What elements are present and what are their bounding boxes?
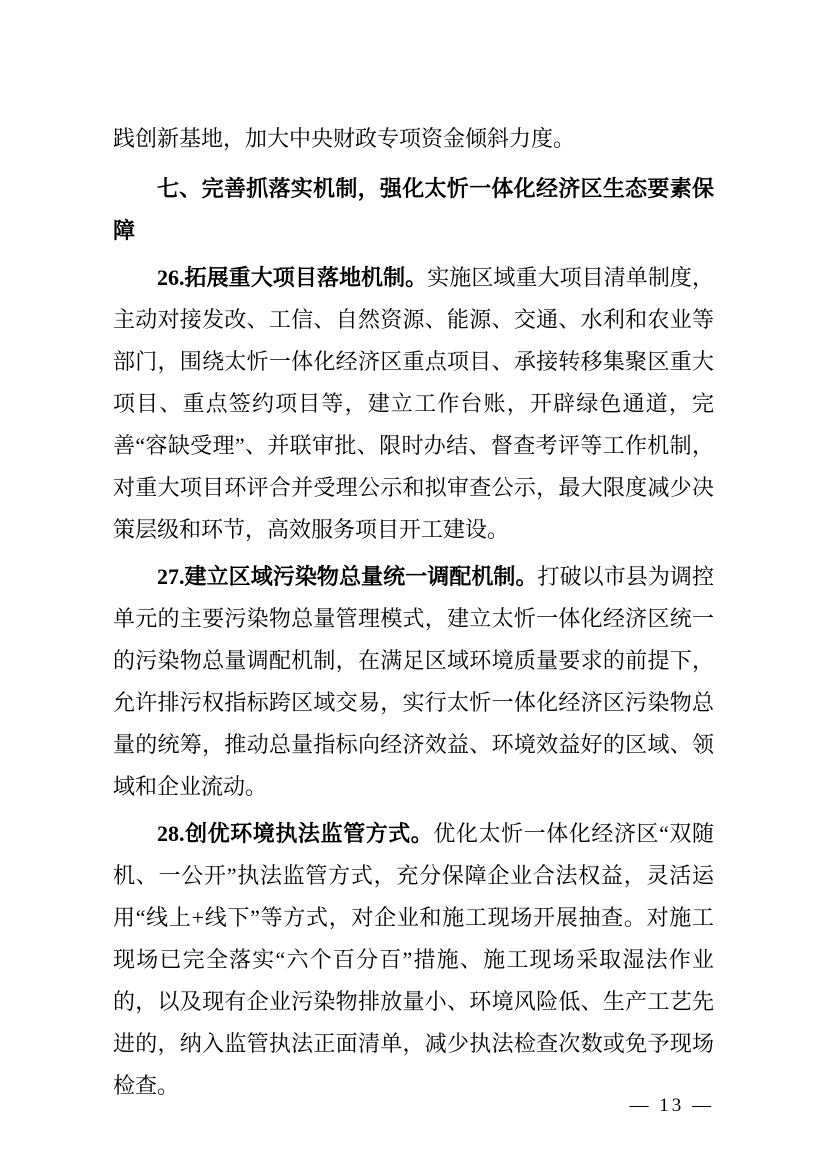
paragraph-26-lead: 26.拓展重大项目落地机制。 (157, 265, 428, 290)
paragraph-continuation: 践创新基地，加大中央财政专项资金倾斜力度。 (113, 126, 576, 151)
paragraph-26-body: 实施区域重大项目清单制度，主动对接发改、工信、自然资源、能源、交通、水利和农业等部门，围绕太忻一体化经济区重点项目、承接转移集聚区重大项目、重点签约项目等，建立工作台账，开辟绿色通道，完善“容缺受理”、并联审批、限时办结、督查考评等工作机制，对重大项目环评合并受理公示和拟审查公示，最大限度减少决策层级和环节，高效服务项目开工建设。 (113, 265, 715, 542)
section-heading: 七、完善抓落实机制，强化太忻一体化经济区生态要素保障 (113, 176, 714, 243)
paragraph-27 (113, 556, 714, 808)
paragraph-26 (113, 257, 714, 551)
paragraph-28 (113, 813, 714, 1107)
paragraph-28-body: 优化太忻一体化经济区“双随机、一公开”执法监管方式，充分保障企业合法权益，灵活运用“线上+线下”等方式，对企业和施工现场开展抽查。对施工现场已完全落实“六个百分百”措施、施工现场采取湿法作业的，以及现有企业污染物排放量小、环境风险低、生产工艺先进的，纳入监管执法正面清单，减少执法检查次数或免予现场检查。 (113, 821, 714, 1098)
document-content (113, 118, 714, 1107)
paragraph-27-body: 打破以市县为调控单元的主要污染物总量管理模式，建立太忻一体化经济区统一的污染物总量调配机制，在满足区域环境质量要求的前提下，允许排污权指标跨区域交易，实行太忻一体化经济区污染物总量的统筹，推动总量指标向经济效益、环境效益好的区域、领域和企业流动。 (113, 564, 714, 799)
page-number: — 13 — (629, 1095, 714, 1116)
paragraph-27-lead: 27.建立区域污染物总量统一调配机制。 (157, 564, 538, 589)
paragraph-28-lead: 28.创优环境执法监管方式。 (157, 821, 434, 846)
